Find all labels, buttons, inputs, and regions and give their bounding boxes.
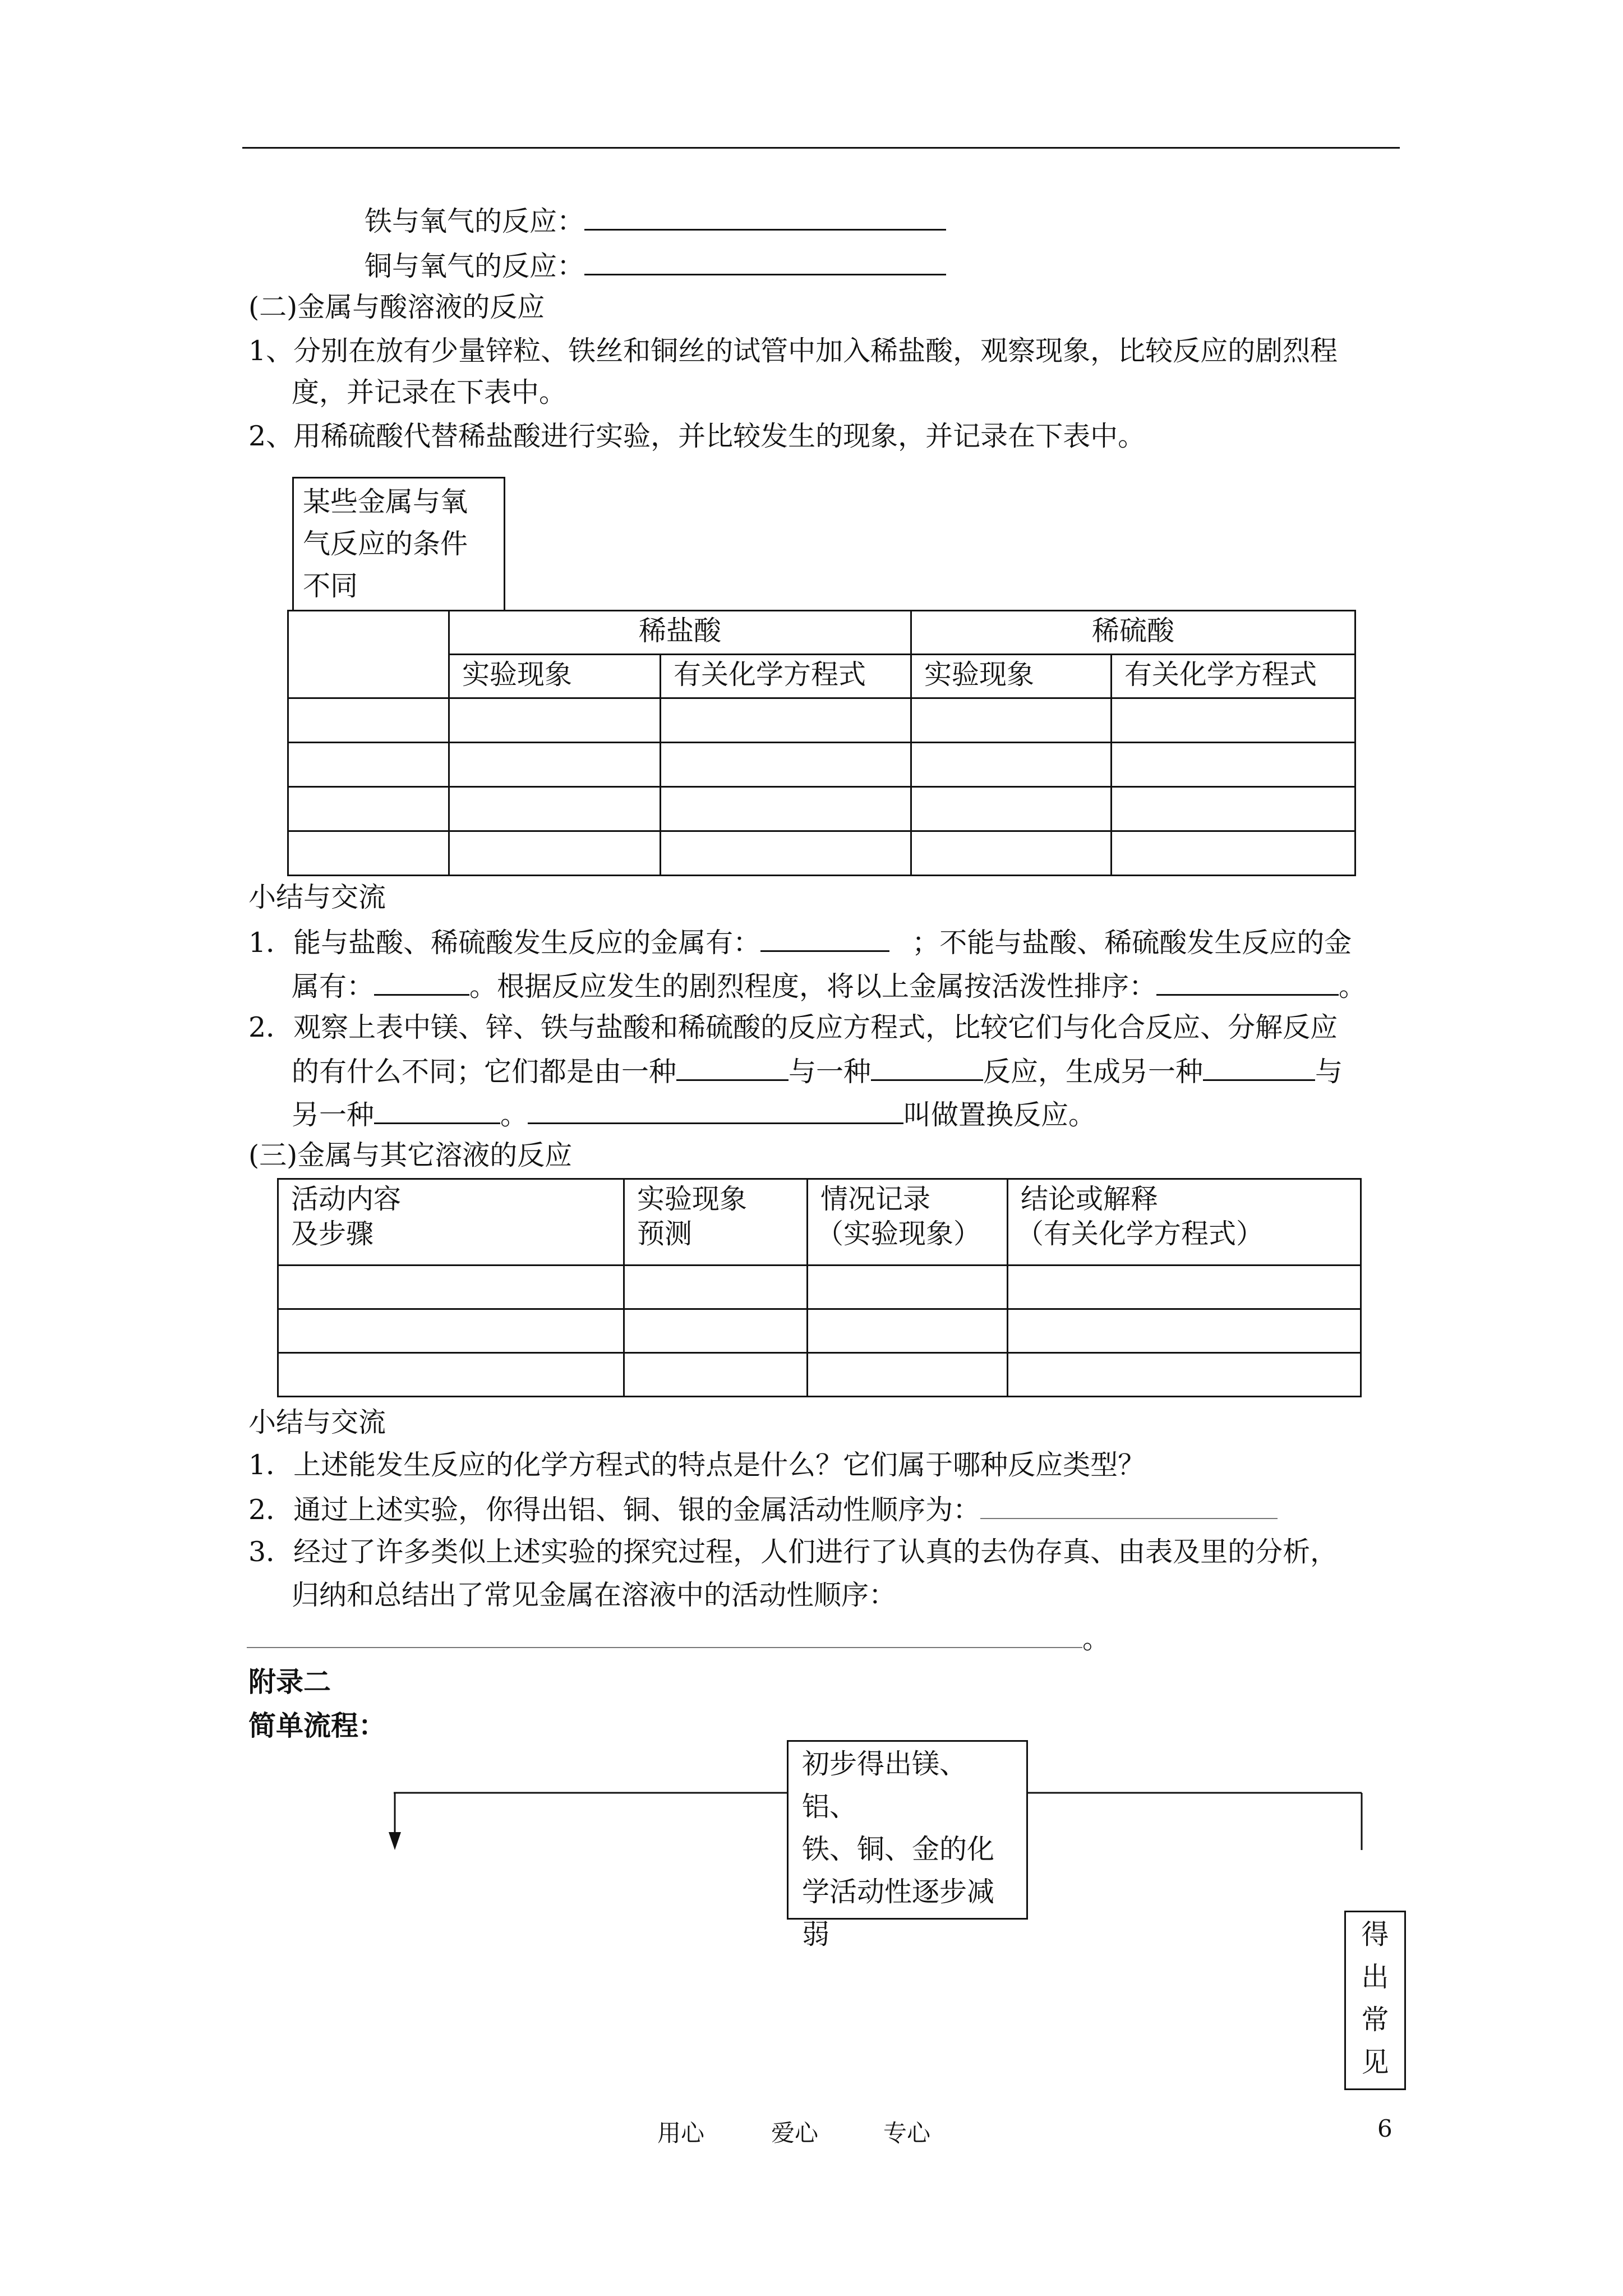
summary2-q2-text: 2．通过上述实验，你得出铝、铜、银的金属活动性顺序为： (248, 1494, 981, 1526)
summary1-q1-text: 。根据反应发生的剧烈程度，将以上金属按活泼性排序： (469, 970, 1157, 1002)
section2-step2: 2、用稀硫酸代替稀盐酸进行实验，并比较发生的现象，并记录在下表中。 (248, 420, 1146, 452)
header-activity-line: 及步骤 (291, 1218, 374, 1250)
summary2-q3-line2: 归纳和总结出了常见金属在溶液中的活动性顺序： (292, 1579, 897, 1611)
header-record-line: 情况记录 (820, 1183, 931, 1215)
summary2-q1: 1．上述能发生反应的化学方程式的特点是什么？它们属于哪种反应类型？ (248, 1449, 1146, 1481)
footer-motto-2: 爱心 (771, 2119, 819, 2147)
flow-box-char: 常 (1361, 2004, 1389, 2036)
summary1-q2-text: 与一种 (789, 1056, 872, 1088)
section3-heading: (三)金属与其它溶液的反应 (248, 1139, 573, 1171)
summary1-q1-text: 1．能与盐酸、稀硫酸发生反应的金属有： (248, 927, 761, 959)
flow-box-line: 初步得出镁、铝、 (802, 1748, 967, 1823)
section2-heading: (二)金属与酸溶液的反应 (248, 291, 545, 323)
flow-title: 简单流程： (248, 1709, 386, 1742)
summary1-q1-text: 。 (1339, 970, 1367, 1002)
subheader-phenomenon: 实验现象 (911, 655, 1112, 698)
flow-box-conclusion (1344, 1911, 1406, 2090)
summary1-q1-text: 属有： (292, 970, 375, 1002)
summary1-q2-line1: 2．观察上表中镁、锌、铁与盐酸和稀硫酸的反应方程式，比较它们与化合反应、分解反应 (248, 1011, 1338, 1043)
header-prediction-line: 预测 (637, 1218, 693, 1250)
header-record-line: （实验现象） (816, 1218, 981, 1250)
header-dilute-h2so4: 稀硫酸 (911, 611, 1355, 655)
flow-box-line: 学活动性逐步减 (802, 1876, 995, 1908)
summary1-q2-text: 叫做置换反应。 (903, 1099, 1096, 1131)
note-box-line: 不同 (303, 570, 358, 602)
flow-box-char: 出 (1361, 1961, 1389, 1993)
summary1-q2-text: 。 (500, 1099, 528, 1131)
summary1-q2-text: 另一种 (292, 1099, 375, 1131)
subheader-equation: 有关化学方程式 (661, 655, 911, 698)
copper-oxygen-label: 铜与氧气的反应： (365, 250, 585, 282)
header-activity-line: 活动内容 (291, 1183, 402, 1215)
header-prediction-line: 实验现象 (637, 1183, 748, 1215)
section2-step1-line2: 度，并记录在下表中。 (292, 376, 567, 408)
summary2-q3-end: 。 (1082, 1623, 1110, 1655)
summary1-q2-text: 的有什么不同；它们都是由一种 (292, 1056, 677, 1088)
flow-arrow-down-icon (389, 1832, 401, 1850)
header-conclusion-line: （有关化学方程式） (1016, 1218, 1264, 1250)
flow-box-char: 见 (1361, 2046, 1389, 2078)
flow-box-char: 得 (1361, 1918, 1389, 1950)
summary1-q1-text: ；不能与盐酸、稀硫酸发生反应的金 (912, 927, 1352, 959)
appendix-title: 附录二 (248, 1665, 331, 1698)
header-dilute-hcl: 稀盐酸 (449, 611, 911, 655)
page-number: 6 (1377, 2115, 1393, 2142)
iron-oxygen-label: 铁与氧气的反应： (365, 205, 585, 237)
header-conclusion-line: 结论或解释 (1021, 1183, 1159, 1215)
subheader-phenomenon: 实验现象 (449, 655, 661, 698)
footer-motto-3: 专心 (883, 2119, 931, 2147)
summary1-q2-text: 与 (1315, 1056, 1343, 1088)
flow-box-line: 铁、铜、金的化 (802, 1833, 995, 1865)
subheader-equation: 有关化学方程式 (1112, 655, 1355, 698)
footer-motto-1: 用心 (657, 2119, 705, 2147)
flow-box-preliminary (787, 1740, 1028, 1950)
summary2-title: 小结与交流 (248, 1406, 386, 1438)
flow-box-line: 弱 (802, 1918, 830, 1950)
note-box-line: 某些金属与氧 (303, 486, 468, 518)
summary2-q3-line1: 3．经过了许多类似上述实验的探究过程，人们进行了认真的去伪存真、由表及里的分析， (248, 1536, 1338, 1568)
section2-step1-line1: 1、分别在放有少量锌粒、铁丝和铜丝的试管中加入稀盐酸，观察现象，比较反应的剧烈程 (248, 335, 1338, 367)
summary1-q2-text: 反应，生成另一种 (983, 1056, 1204, 1088)
summary1-title: 小结与交流 (248, 881, 386, 913)
note-box-line: 气反应的条件 (303, 528, 468, 560)
